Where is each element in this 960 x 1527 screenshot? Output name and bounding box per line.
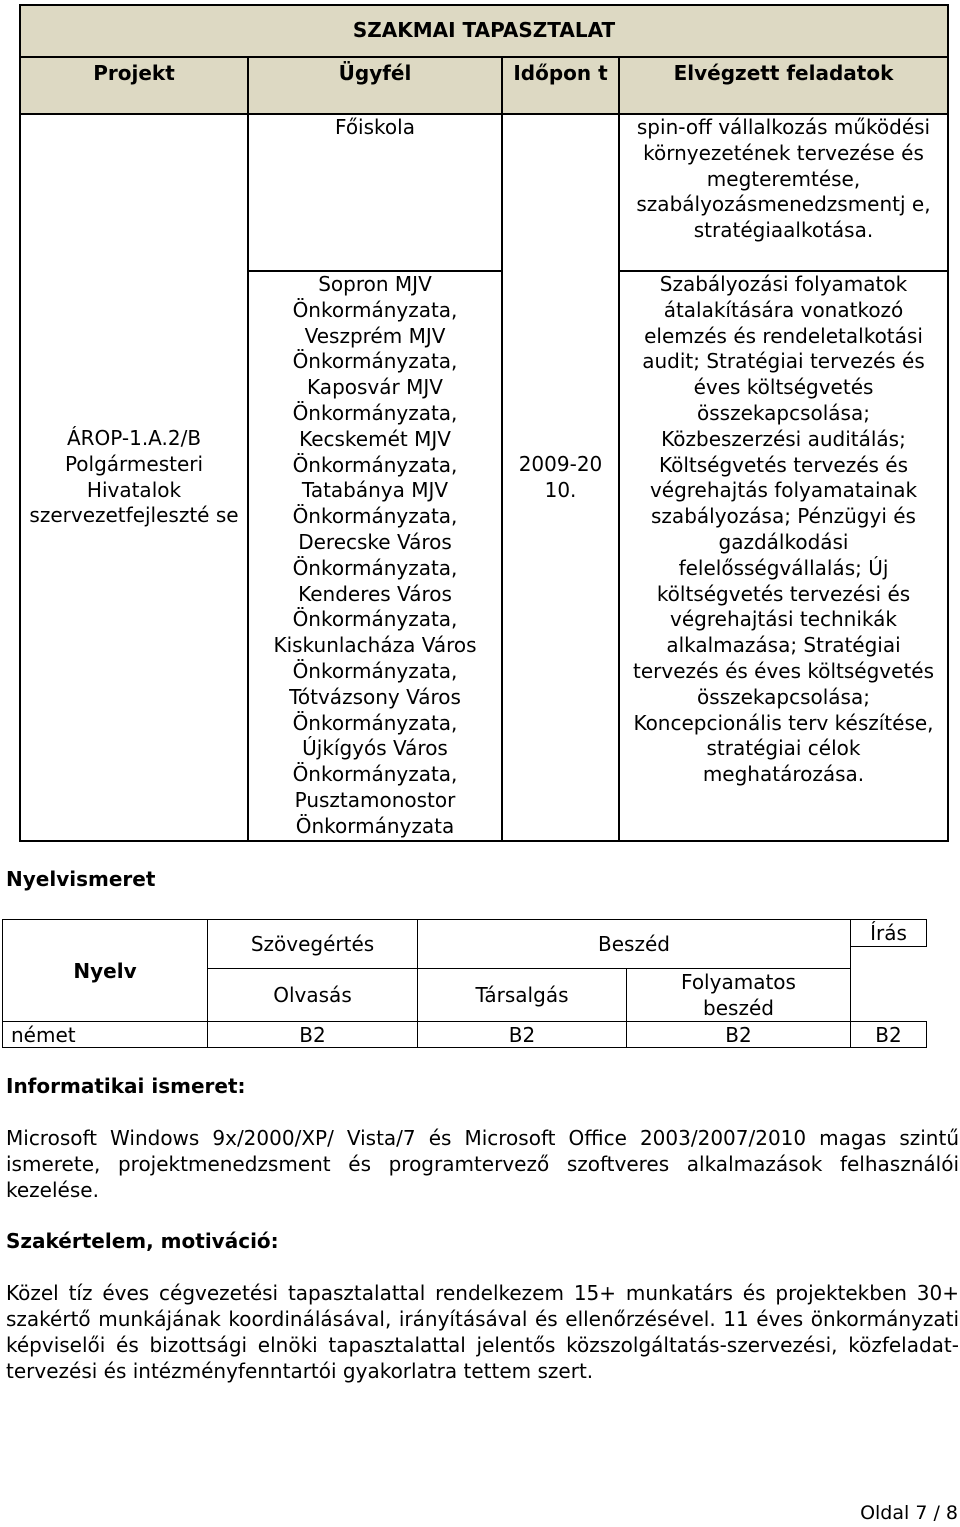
header-time: Időpon t [502,57,619,114]
it-heading: Informatikai ismeret: [6,1074,246,1098]
tasks-cell-2: Szabályozási folyamatok átalakítására vonatkozó elemzés és rendeletalkotási audit; Stratégiai tervezés és éves költségvetés összekapcsolása; Közbeszerzési auditálás; Költségvetés tervezés és végrehajtás folyamatainak szabályozása; Pénzügyi és gazdálkodási felelősségvállalás; Új költségvetés tervezési és végrehajtási technikák alkalmazása; Stratégiai tervezés és éves költségvetés összekapcsolása; Koncepcionális terv készítése, stratégiai célok meghatározása. [619,271,948,841]
lang-col-writing: Írás [850,919,927,947]
lang-sub-reading: Olvasás [207,968,418,1022]
lang-row-writing: B2 [850,1021,927,1048]
expertise-heading: Szakértelem, motiváció: [6,1229,279,1253]
header-client: Ügyfél [248,57,502,114]
it-text: Microsoft Windows 9x/2000/XP/ Vista/7 és Microsoft Office 2003/2007/2010 magas szintű ismerete, projektmenedzsment és programtervező szoftveres alkalmazások felhasználói kezelése. [6,1126,959,1202]
header-project: Projekt [20,57,248,114]
lang-row-fluent: B2 [626,1021,851,1048]
experience-table [19,4,949,842]
header-tasks: Elvégzett feladatok [619,57,948,114]
lang-col-speaking: Beszéd [417,919,851,969]
language-heading: Nyelvismeret [6,867,156,891]
lang-row-conversation: B2 [417,1021,627,1048]
page-number: Oldal 7 / 8 [860,1502,958,1524]
client-cell-1: Főiskola [248,114,502,271]
time-cell: 2009-20 10. [502,114,619,841]
lang-row-language: német [2,1021,208,1048]
lang-col-language: Nyelv [2,919,208,1022]
tasks-cell-1: spin-off vállalkozás működési környezetének tervezése és megteremtése, szabályozásmenedzsmentj e, stratégiaalkotása. [619,114,948,271]
lang-sub-conversation: Társalgás [417,968,627,1022]
lang-row-reading: B2 [207,1021,418,1048]
client-cell-2: Sopron MJV Önkormányzata, Veszprém MJV Önkormányzata, Kaposvár MJV Önkormányzata, Kecskemét MJV Önkormányzata, Tatabánya MJV Önkormányzata, Derecske Város Önkormányzata, Kenderes Város Önkormányzata, Kiskunlacháza Város Önkormányzata, Tótvázsony Város Önkormányzata, Újkígyós Város Önkormányzata, Pusztamonostor Önkormányzata [248,271,502,841]
project-cell: ÁROP-1.A.2/B Polgármesteri Hivatalok szervezetfejleszté se [20,114,248,841]
experience-title: SZAKMAI TAPASZTALAT [20,5,948,57]
lang-col-understanding: Szövegértés [207,919,418,969]
expertise-text: Közel tíz éves cégvezetési tapasztalattal rendelkezem 15+ munkatárs és projektekben 30+ szakértő munkájának koordinálásával, irányításával és ellenőrzésével. 11 éves önkormányzati képviselői és bizottsági elnöki tapasztalattal jelentős közszolgáltatás-szervezési, közfeladat-tervezési és intézményfenntartói gyakorlatra tettem szert. [6,1281,959,1383]
lang-sub-fluent: Folyamatos beszéd [626,968,851,1022]
